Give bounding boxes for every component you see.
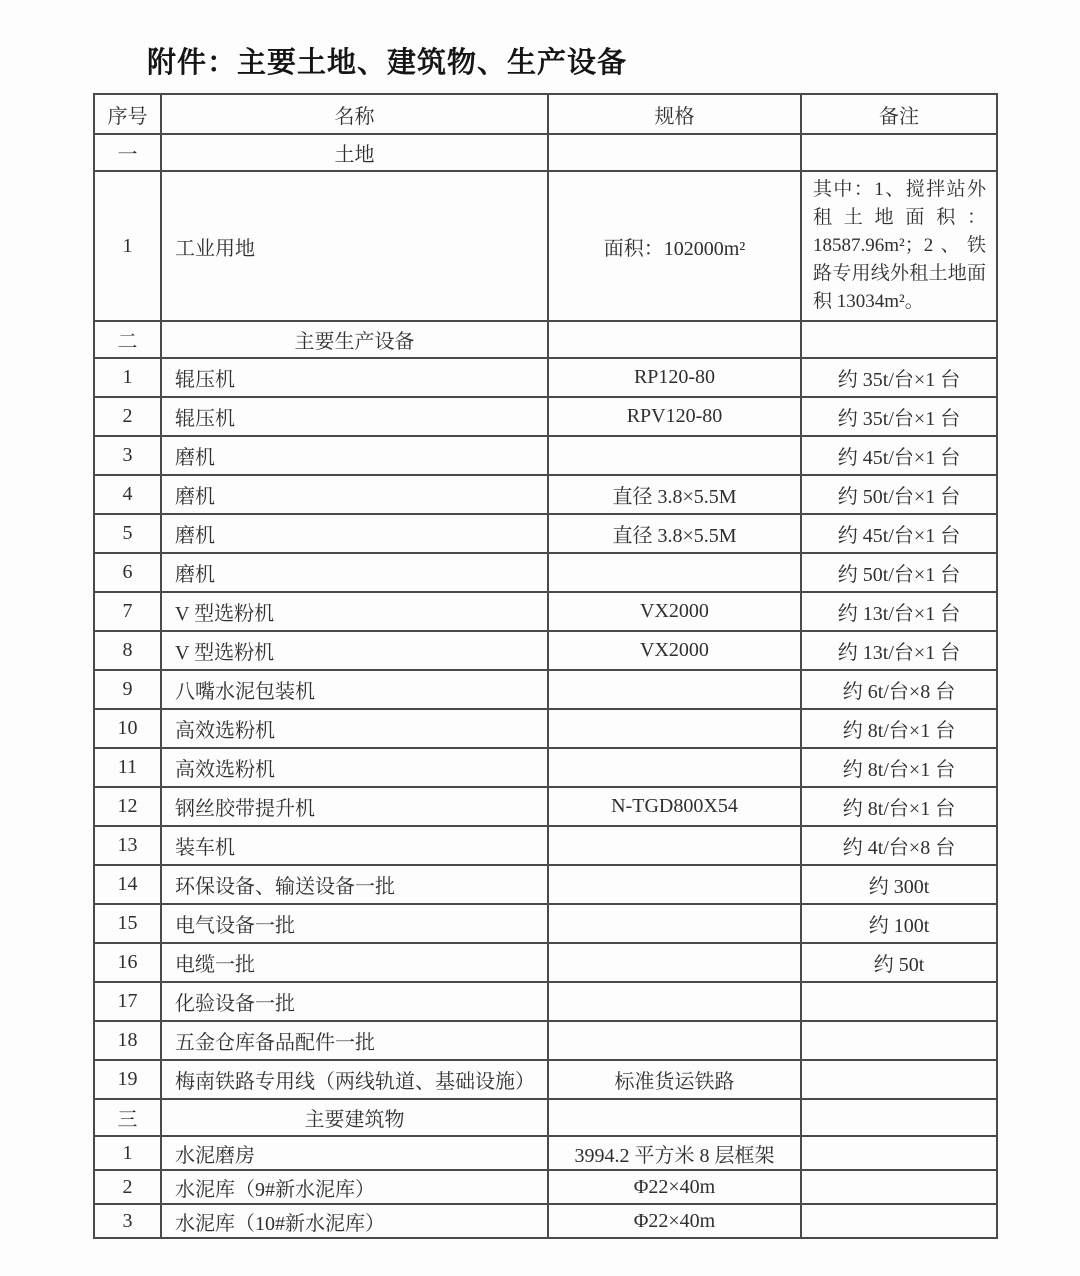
cell-note: 约 50t/台×1 台	[801, 475, 997, 514]
cell-name: V 型选粉机	[161, 631, 548, 670]
cell-note	[801, 1021, 997, 1060]
cell-name: 电缆一批	[161, 943, 548, 982]
cell-spec	[548, 670, 801, 709]
cell-name: 五金仓库备品配件一批	[161, 1021, 548, 1060]
cell-name: 八嘴水泥包装机	[161, 670, 548, 709]
page-title: 附件：主要土地、建筑物、生产设备	[147, 47, 628, 79]
cell-name: 土地	[161, 134, 548, 171]
table-row	[94, 709, 997, 748]
table-row	[94, 826, 997, 865]
cell-no: 3	[94, 1204, 161, 1238]
cell-spec: Φ22×40m	[548, 1170, 801, 1204]
cell-name: 钢丝胶带提升机	[161, 787, 548, 826]
table-row	[94, 1021, 997, 1060]
section-row	[94, 321, 997, 358]
cell-name: 辊压机	[161, 397, 548, 436]
cell-name: 磨机	[161, 436, 548, 475]
cell-name: 高效选粉机	[161, 709, 548, 748]
table-row	[94, 553, 997, 592]
cell-note: 约 6t/台×8 台	[801, 670, 997, 709]
col-header-spec: 规格	[548, 94, 801, 134]
cell-spec	[548, 826, 801, 865]
cell-no: 6	[94, 553, 161, 592]
cell-spec	[548, 865, 801, 904]
table-row	[94, 1204, 997, 1238]
cell-name: 主要生产设备	[161, 321, 548, 358]
table-row	[94, 1170, 997, 1204]
cell-spec: N-TGD800X54	[548, 787, 801, 826]
cell-no: 4	[94, 475, 161, 514]
cell-note: 约 13t/台×1 台	[801, 631, 997, 670]
table-row	[94, 748, 997, 787]
cell-no: 2	[94, 1170, 161, 1204]
cell-name: 水泥磨房	[161, 1136, 548, 1170]
table-body	[94, 134, 997, 1238]
table-row	[94, 358, 997, 397]
cell-spec	[548, 982, 801, 1021]
cell-no: 18	[94, 1021, 161, 1060]
table-row	[94, 514, 997, 553]
cell-note	[801, 982, 997, 1021]
cell-name: 磨机	[161, 514, 548, 553]
col-header-name: 名称	[161, 94, 548, 134]
cell-spec	[548, 1099, 801, 1136]
cell-no: 2	[94, 397, 161, 436]
assets-table	[93, 93, 998, 1239]
cell-no: 三	[94, 1099, 161, 1136]
cell-note	[801, 321, 997, 358]
table-row	[94, 171, 997, 321]
cell-spec: RP120-80	[548, 358, 801, 397]
cell-no: 10	[94, 709, 161, 748]
cell-note: 约 45t/台×1 台	[801, 436, 997, 475]
cell-spec: 面积：102000m²	[548, 171, 801, 321]
table-row	[94, 631, 997, 670]
cell-spec	[548, 134, 801, 171]
section-row	[94, 1099, 997, 1136]
cell-spec: Φ22×40m	[548, 1204, 801, 1238]
table-row	[94, 670, 997, 709]
section-row	[94, 134, 997, 171]
cell-note: 约 300t	[801, 865, 997, 904]
cell-name: 水泥库（10#新水泥库）	[161, 1204, 548, 1238]
cell-note: 约 8t/台×1 台	[801, 787, 997, 826]
cell-no: 9	[94, 670, 161, 709]
cell-no: 二	[94, 321, 161, 358]
cell-note: 约 8t/台×1 台	[801, 748, 997, 787]
cell-note	[801, 134, 997, 171]
col-header-note: 备注	[801, 94, 997, 134]
cell-no: 3	[94, 436, 161, 475]
cell-spec	[548, 709, 801, 748]
table-row	[94, 904, 997, 943]
cell-spec: 直径 3.8×5.5M	[548, 475, 801, 514]
cell-no: 12	[94, 787, 161, 826]
cell-name: 电气设备一批	[161, 904, 548, 943]
table-row	[94, 982, 997, 1021]
cell-spec: 直径 3.8×5.5M	[548, 514, 801, 553]
table-row	[94, 1136, 997, 1170]
cell-no: 1	[94, 171, 161, 321]
cell-note: 约 45t/台×1 台	[801, 514, 997, 553]
col-header-no: 序号	[94, 94, 161, 134]
cell-name: 主要建筑物	[161, 1099, 548, 1136]
cell-name: 辊压机	[161, 358, 548, 397]
cell-note: 约 8t/台×1 台	[801, 709, 997, 748]
cell-spec	[548, 904, 801, 943]
cell-note: 约 100t	[801, 904, 997, 943]
cell-spec	[548, 553, 801, 592]
cell-note	[801, 1204, 997, 1238]
cell-name: V 型选粉机	[161, 592, 548, 631]
cell-spec	[548, 1021, 801, 1060]
cell-no: 5	[94, 514, 161, 553]
table-row	[94, 865, 997, 904]
cell-spec: 标准货运铁路	[548, 1060, 801, 1099]
cell-no: 7	[94, 592, 161, 631]
cell-no: 17	[94, 982, 161, 1021]
cell-name: 装车机	[161, 826, 548, 865]
cell-spec	[548, 436, 801, 475]
table-row	[94, 592, 997, 631]
cell-note: 其中：1、搅拌站外租土地面积：18587.96m²；2、铁路专用线外租土地面积 13034m²。	[801, 171, 997, 321]
cell-note	[801, 1170, 997, 1204]
cell-no: 11	[94, 748, 161, 787]
cell-note: 约 4t/台×8 台	[801, 826, 997, 865]
cell-no: 19	[94, 1060, 161, 1099]
table-row	[94, 943, 997, 982]
cell-note: 约 50t/台×1 台	[801, 553, 997, 592]
table-header-row	[94, 94, 997, 134]
cell-name: 工业用地	[161, 171, 548, 321]
cell-no: 8	[94, 631, 161, 670]
cell-note: 约 13t/台×1 台	[801, 592, 997, 631]
cell-name: 磨机	[161, 475, 548, 514]
cell-spec: RPV120-80	[548, 397, 801, 436]
cell-note: 约 50t	[801, 943, 997, 982]
cell-name: 磨机	[161, 553, 548, 592]
cell-spec	[548, 748, 801, 787]
cell-spec: 3994.2 平方米 8 层框架	[548, 1136, 801, 1170]
cell-spec: VX2000	[548, 592, 801, 631]
cell-spec: VX2000	[548, 631, 801, 670]
cell-no: 1	[94, 358, 161, 397]
cell-name: 水泥库（9#新水泥库）	[161, 1170, 548, 1204]
cell-spec	[548, 943, 801, 982]
cell-no: 一	[94, 134, 161, 171]
table-row	[94, 436, 997, 475]
cell-note: 约 35t/台×1 台	[801, 358, 997, 397]
table-row	[94, 397, 997, 436]
cell-no: 16	[94, 943, 161, 982]
cell-name: 化验设备一批	[161, 982, 548, 1021]
cell-no: 15	[94, 904, 161, 943]
cell-name: 梅南铁路专用线（两线轨道、基础设施）	[161, 1060, 548, 1099]
cell-note	[801, 1060, 997, 1099]
cell-spec	[548, 321, 801, 358]
cell-no: 1	[94, 1136, 161, 1170]
cell-name: 环保设备、输送设备一批	[161, 865, 548, 904]
cell-note	[801, 1099, 997, 1136]
cell-name: 高效选粉机	[161, 748, 548, 787]
table-row	[94, 787, 997, 826]
table-row	[94, 475, 997, 514]
cell-note: 约 35t/台×1 台	[801, 397, 997, 436]
cell-no: 14	[94, 865, 161, 904]
cell-no: 13	[94, 826, 161, 865]
table-row	[94, 1060, 997, 1099]
cell-note	[801, 1136, 997, 1170]
